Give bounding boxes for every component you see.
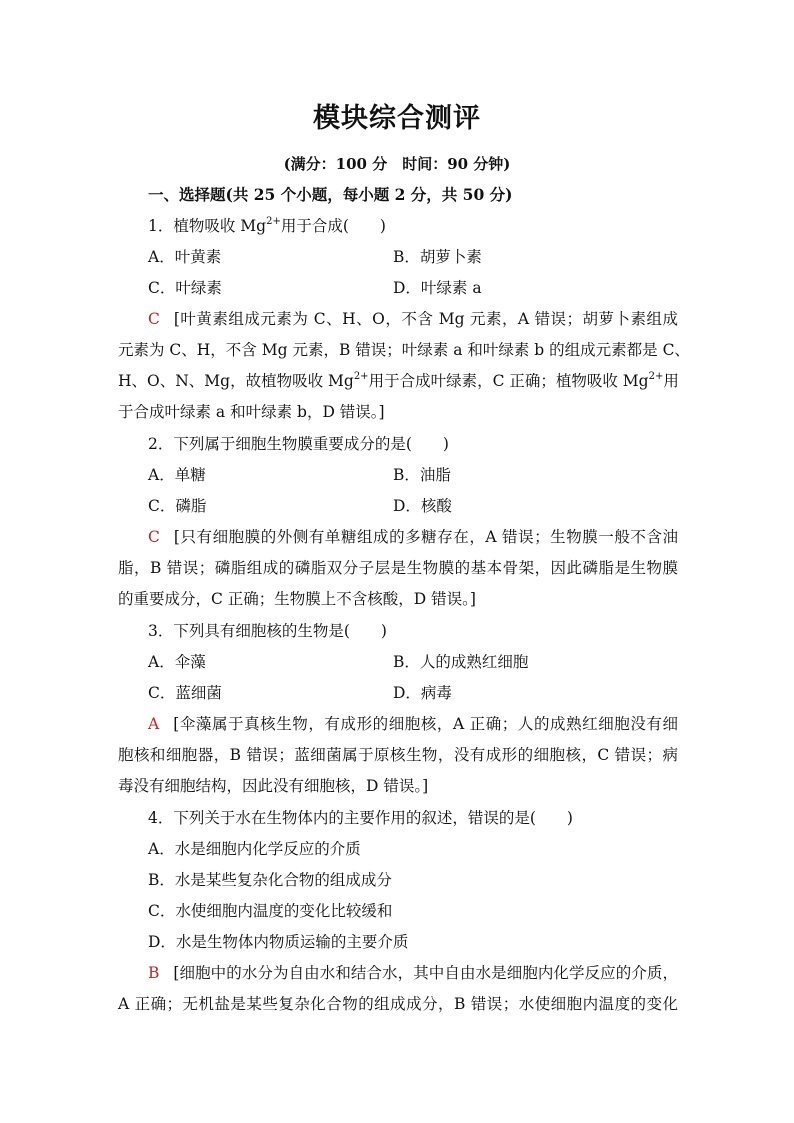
page-title: 模块综合测评 — [313, 103, 481, 134]
q1-option-a: A．叶黄素 — [148, 248, 222, 266]
q4-answer: B — [148, 964, 160, 982]
q1-option-b: B．胡萝卜素 — [393, 248, 482, 266]
q3-option-a: A．伞藻 — [148, 653, 206, 671]
q1-explanation-line-1: C [叶黄素组成元素为 C、H、O，不含 Mg 元素，A 错误；胡萝卜素组成 — [148, 310, 678, 328]
section-heading: 一、选择题(共 25 个小题，每小题 2 分，共 50 分) — [148, 185, 513, 204]
q2-explanation-line-1: C [只有细胞膜的外侧有单糖组成的多糖存在，A 错误；生物膜一般不含油 — [148, 528, 678, 546]
q3-explanation-line-2: 胞核和细胞器，B 错误；蓝细菌属于原核生物，没有成形的细胞核，C 错误；病 — [118, 746, 678, 764]
q3-option-d: D．病毒 — [393, 684, 452, 702]
q4-explanation-line-2: A 正确；无机盐是某些复杂化合物的组成成分，B 错误；水使细胞内温度的变化 — [118, 995, 678, 1013]
q3-answer: A — [148, 715, 160, 733]
q1-explanation-line-3: H、O、N、Mg，故植物吸收 $Mg^{2+}$用于合成叶绿素，C 正确；植物吸收 $Mg^{2+}$用 — [118, 370, 679, 390]
q4-option-d: D．水是生物体内物质运输的主要介质 — [148, 933, 409, 951]
q2-option-a: A．单糖 — [148, 466, 206, 484]
q2-option-b: B．油脂 — [393, 466, 451, 484]
q3-option-c: C．蓝细菌 — [148, 684, 222, 702]
q4-option-b: B．水是某些复杂化合物的组成成分 — [148, 871, 392, 889]
q1-option-c: C．叶绿素 — [148, 279, 222, 297]
q1-answer: C — [148, 310, 160, 328]
q2-explanation-line-2: 脂，B 错误；磷脂组成的磷脂双分子层是生物膜的基本骨架，因此磷脂是生物膜 — [118, 559, 678, 577]
q1-explanation-line-4: 于合成叶绿素 a 和叶绿素 b，D 错误。] — [118, 403, 385, 421]
q1-option-d: D．叶绿素 a — [393, 279, 482, 297]
question-4-stem: 4．下列关于水在生物体内的主要作用的叙述，错误的是( ) — [148, 809, 573, 827]
question-2-stem: 2．下列属于细胞生物膜重要成分的是( ) — [148, 435, 449, 453]
q3-option-b: B．人的成熟红细胞 — [393, 653, 529, 671]
question-3-stem: 3．下列具有细胞核的生物是( ) — [148, 622, 387, 640]
q4-option-c: C．水使细胞内温度的变化比较缓和 — [148, 902, 393, 920]
q2-option-c: C．磷脂 — [148, 497, 207, 515]
q2-option-d: D．核酸 — [393, 497, 452, 515]
question-1-stem: 1．植物吸收 $Mg^{2+}$用于合成( ) — [148, 215, 386, 235]
q3-explanation-line-1: A [伞藻属于真核生物，有成形的细胞核，A 正确；人的成熟红细胞没有细 — [148, 715, 678, 733]
q2-answer: C — [148, 528, 160, 546]
q2-explanation-line-3: 的重要成分，C 正确；生物膜上不含核酸，D 错误。] — [118, 590, 476, 608]
q1-explanation-line-2: 元素为 C、H，不含 Mg 元素，B 错误；叶绿素 a 和叶绿素 b 的组成元素都是 C、 — [118, 341, 690, 359]
q3-explanation-line-3: 毒没有细胞结构，因此没有细胞核，D 错误。] — [118, 777, 429, 795]
q4-explanation-line-1: B [细胞中的水分为自由水和结合水，其中自由水是细胞内化学反应的介质， — [148, 964, 678, 982]
exam-info: (满分：100 分 时间：90 分钟) — [283, 155, 511, 173]
q4-option-a: A．水是细胞内化学反应的介质 — [148, 840, 361, 858]
